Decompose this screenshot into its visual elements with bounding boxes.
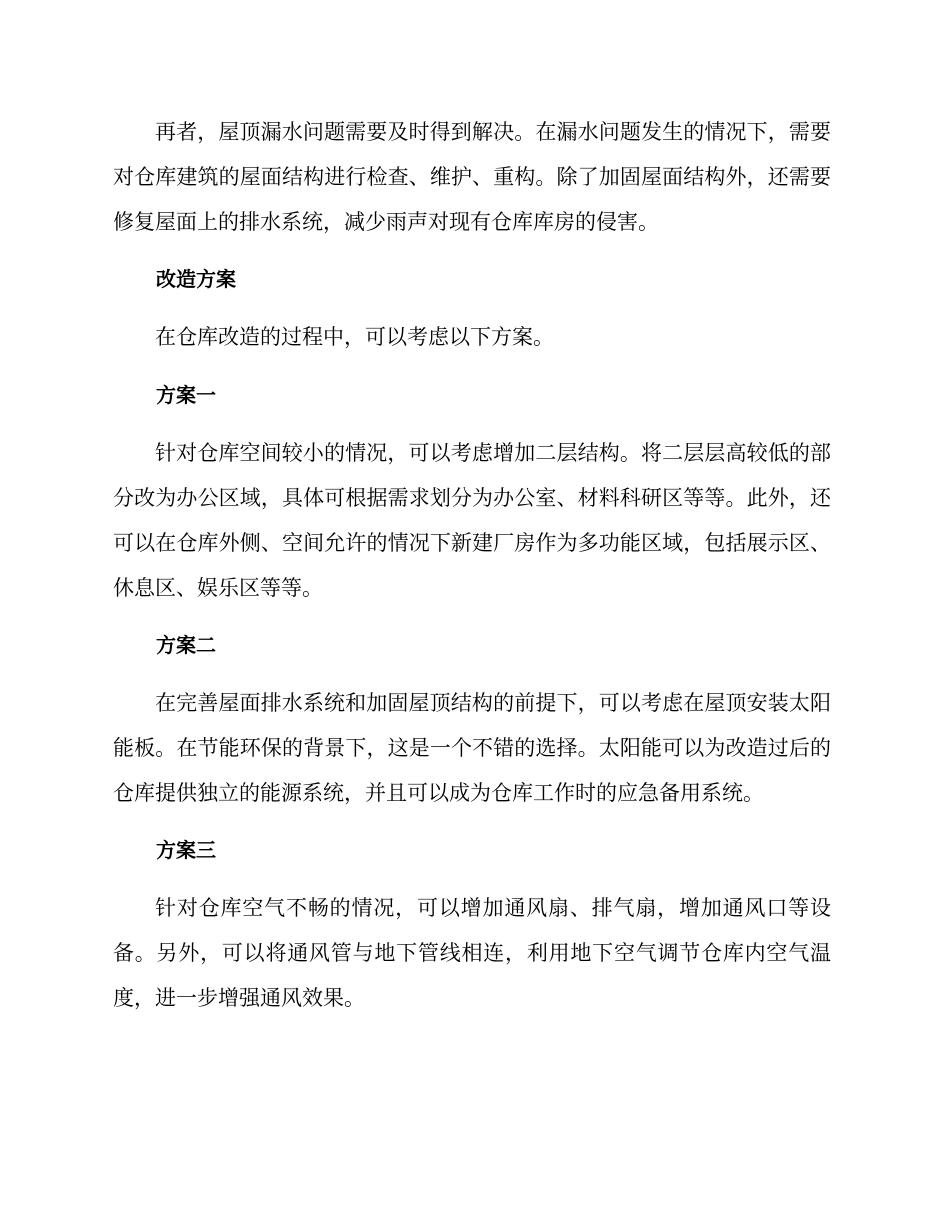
paragraph-roof-leak: 再者，屋顶漏水问题需要及时得到解决。在漏水问题发生的情况下，需要对仓库建筑的屋面结构进行检查、维护、重构。除了加固屋面结构外，还需要修复屋面上的排水系统，减少雨声对现有仓库库房的侵害。 [113,120,831,234]
paragraph-intro-options: 在仓库改造的过程中，可以考虑以下方案。 [155,325,554,349]
paragraph-option-one: 针对仓库空间较小的情况，可以考虑增加二层结构。将二层层高较低的部分改为办公区域，具体可根据需求划分为办公室、材料科研区等等。此外，还可以在仓库外侧、空间允许的情况下新建厂房作为多功能区域，包括展示区、休息区、娱乐区等等。 [113,441,831,600]
paragraph-option-two: 在完善屋面排水系统和加固屋顶结构的前提下，可以考虑在屋顶安装太阳能板。在节能环保的背景下，这是一个不错的选择。太阳能可以为改造过后的仓库提供独立的能源系统，并且可以成为仓库工作时的应急备用系统。 [113,691,831,805]
heading-option-two: 方案二 [156,633,216,657]
paragraph-option-three: 针对仓库空气不畅的情况，可以增加通风扇、排气扇，增加通风口等设备。另外，可以将通风管与地下管线相连，利用地下空气调节仓库内空气温度，进一步增强通风效果。 [113,896,831,1010]
heading-option-one: 方案一 [156,383,216,407]
heading-renovation-plan: 改造方案 [156,267,236,291]
heading-option-three: 方案三 [156,838,216,862]
